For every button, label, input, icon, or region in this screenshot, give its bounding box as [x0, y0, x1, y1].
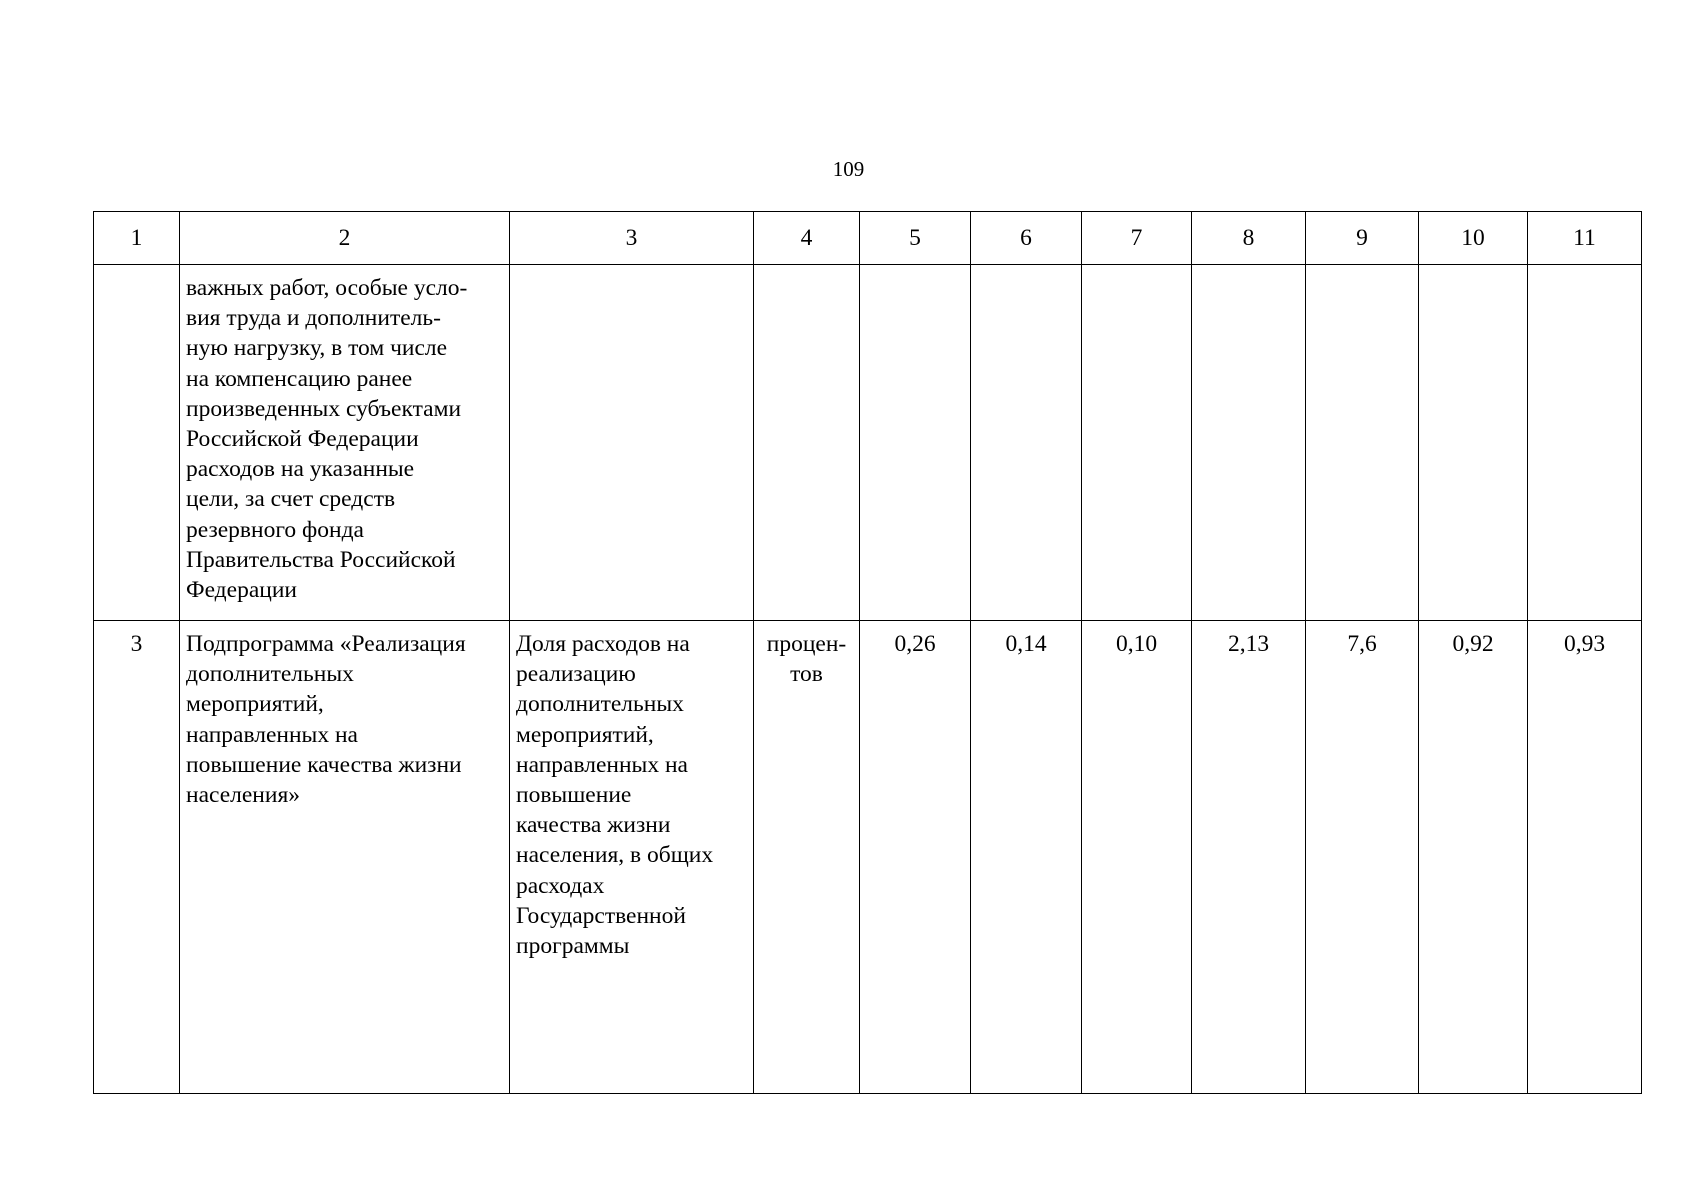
table-cell	[1419, 265, 1528, 621]
header-cell: 9	[1306, 212, 1419, 265]
data-table	[93, 211, 1642, 1094]
value-cell: 0,92	[1452, 631, 1494, 657]
table-cell	[1528, 621, 1642, 1094]
table-row	[94, 265, 1642, 621]
header-cell: 5	[860, 212, 971, 265]
table-header-row	[94, 212, 1642, 265]
cell-text	[94, 265, 179, 277]
table-cell	[754, 265, 860, 621]
table-cell	[510, 621, 754, 1094]
header-cell: 1	[94, 212, 180, 265]
table-cell	[180, 265, 510, 621]
table-cell	[971, 621, 1082, 1094]
table-cell	[1082, 265, 1192, 621]
cell-text	[754, 265, 859, 277]
cell-text	[1419, 265, 1527, 277]
cell-text	[860, 265, 970, 277]
header-cell: 10	[1419, 212, 1528, 265]
cell-text	[1528, 265, 1641, 277]
table-cell	[1528, 265, 1642, 621]
table-cell	[180, 621, 510, 1094]
table-cell	[1082, 621, 1192, 1094]
header-cell: 6	[971, 212, 1082, 265]
page-number: 109	[832, 157, 865, 181]
table-cell	[94, 621, 180, 1094]
value-cell: 7,6	[1347, 631, 1377, 657]
table-cell	[860, 621, 971, 1094]
table-cell	[860, 265, 971, 621]
header-cell: 2	[180, 212, 510, 265]
subprogram-name: Подпрограмма «Реализация дополнительных мероприятий, направленных на повышение качества жизни населения»	[186, 631, 466, 809]
value-cell: 2,13	[1227, 631, 1270, 657]
table-cell	[1192, 265, 1306, 621]
header-cell: 11	[1528, 212, 1642, 265]
header-cell: 8	[1192, 212, 1306, 265]
header-cell: 7	[1082, 212, 1192, 265]
cell-text	[1306, 265, 1418, 277]
table-cell	[1306, 621, 1419, 1094]
cell-text	[971, 265, 1081, 277]
table-cell	[754, 621, 860, 1094]
indicator-name: Доля расходов на реализацию дополнительных мероприятий, направленных на повышение качества жизни населения, в общих расходах Государственной программы	[516, 631, 714, 960]
unit-label: процен- тов	[766, 631, 847, 688]
header-cell: 3	[510, 212, 754, 265]
table-cell	[94, 265, 180, 621]
value-cell: 0,10	[1115, 631, 1158, 657]
header-cell: 4	[754, 212, 860, 265]
table-cell	[1419, 621, 1528, 1094]
cell-text	[1082, 265, 1191, 277]
table-row	[94, 621, 1642, 1094]
value-cell: 0,14	[1005, 631, 1047, 657]
table-cell	[510, 265, 754, 621]
table-cell	[971, 265, 1082, 621]
cell-text: важных работ, особые усло- вия труда и дополнитель- ную нагрузку, в том числе на компенсацию ранее произведенных субъектами Российской Федерации расходов на указанные цели, за счет средств резервного фонда Правительства Российской Федерации	[186, 275, 468, 604]
cell-text	[510, 265, 753, 277]
cell-text	[1192, 265, 1305, 277]
value-cell: 0,26	[894, 631, 936, 657]
value-cell: 0,93	[1563, 631, 1606, 657]
table-cell	[1192, 621, 1306, 1094]
row-number: 3	[130, 631, 143, 657]
table-cell	[1306, 265, 1419, 621]
